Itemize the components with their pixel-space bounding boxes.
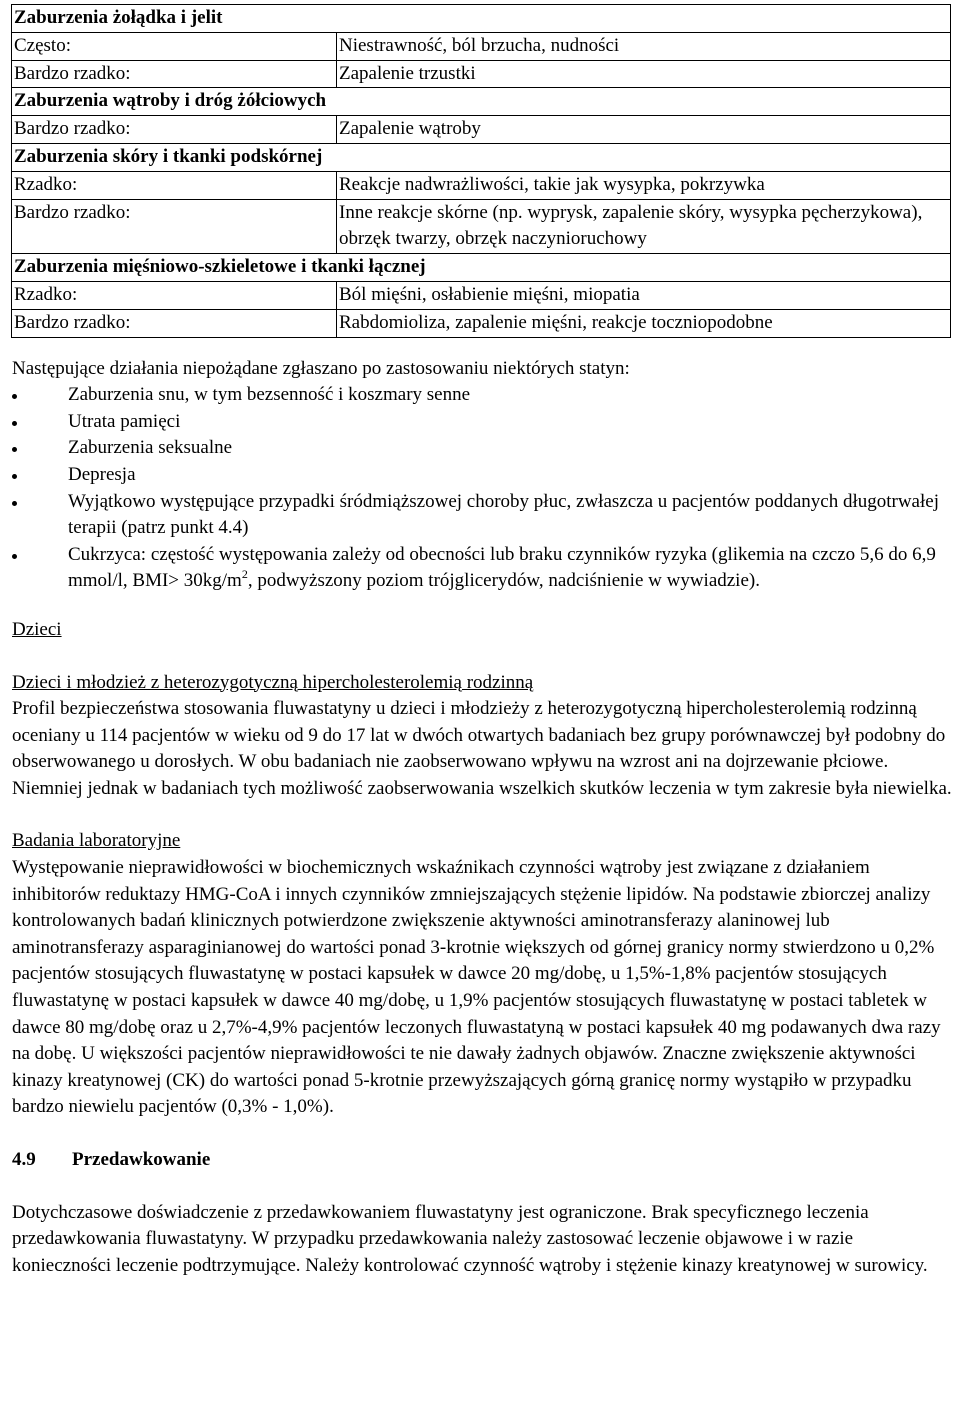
table-row [12, 171, 951, 199]
effect-cell: Rabdomioliza, zapalenie mięśni, reakcje toczniopodobne [337, 309, 951, 337]
category-heading: Zaburzenia żołądka i jelit [12, 5, 951, 33]
children-heading: Dzieci [12, 618, 62, 640]
category-row [12, 254, 951, 282]
effect-cell: Zapalenie wątroby [337, 116, 951, 144]
frequency-cell: Bardzo rzadko: [12, 199, 337, 254]
section-title: Przedawkowanie [72, 1149, 211, 1170]
category-heading: Zaburzenia wątroby i dróg żółciowych [12, 88, 951, 116]
diabetes-text: Cukrzyca: częstość występowania zależy od obecności lub braku czynników ryzyka (glikemia na czczo 5,6 do 6,9 mmol/l, BMI> 30kg/m [68, 543, 936, 592]
superscript: 2 [241, 567, 248, 582]
effect-cell: Inne reakcje skórne (np. wyprysk, zapalenie skóry, wysypka pęcherzykowa), obrzęk twarzy, obrzęk naczynioruchowy [337, 199, 951, 254]
list-item-diabetes [12, 542, 956, 595]
effect-cell: Reakcje nadwrażliwości, takie jak wysypka, pokrzywka [337, 171, 951, 199]
table-row [12, 199, 951, 254]
list-item: Utrata pamięci [12, 409, 956, 436]
adverse-effects-table [11, 4, 951, 338]
frequency-cell: Rzadko: [12, 171, 337, 199]
list-item: Depresja [12, 462, 956, 489]
effect-cell: Zapalenie trzustki [337, 60, 951, 88]
list-item: Zaburzenia seksualne [12, 435, 956, 462]
section-number: 4.9 [12, 1149, 36, 1170]
list-item: Wyjątkowo występujące przypadki śródmiąższowej choroby płuc, zwłaszcza u pacjentów poddanych długotrwałej terapii (patrz punkt 4.4) [12, 489, 956, 542]
lab-heading: Badania laboratoryjne [12, 830, 181, 852]
statins-list [12, 382, 956, 595]
table-row [12, 60, 951, 88]
frequency-cell: Często: [12, 32, 337, 60]
category-heading: Zaburzenia skóry i tkanki podskórnej [12, 143, 951, 171]
category-row [12, 5, 951, 33]
table-row [12, 116, 951, 144]
frequency-cell: Rzadko: [12, 281, 337, 309]
table-row [12, 32, 951, 60]
effect-cell: Niestrawność, ból brzucha, nudności [337, 32, 951, 60]
frequency-cell: Bardzo rzadko: [12, 309, 337, 337]
children-paragraph: Profil bezpieczeństwa stosowania fluwastatyny u dzieci i młodzieży z heterozygotyczną hipercholesterolemią rodzinną oceniany u 114 pacjentów w wieku od 9 do 17 lat w dwóch otwartych badaniach bez grupy porównawczej był podobny do obserwowanego u dorosłych. W obu badaniach nie zaobserwowano wpływu na wzrost ani na dojrzewanie płciowe. Niemniej jednak w badaniach tych możliwość zaobserwowania wszelkich skutków leczenia w tym zakresie była niewielka. [12, 698, 952, 799]
frequency-cell: Bardzo rzadko: [12, 116, 337, 144]
category-heading: Zaburzenia mięśniowo-szkieletowe i tkanki łącznej [12, 254, 951, 282]
diabetes-text-cont: , podwyższony poziom trójglicerydów, nadciśnienie w wywiadzie). [247, 570, 760, 592]
frequency-cell: Bardzo rzadko: [12, 60, 337, 88]
section-heading [12, 1147, 956, 1174]
lab-paragraph: Występowanie nieprawidłowości w biochemicznych wskaźnikach czynności wątroby jest związane z działaniem inhibitorów reduktazy HMG-CoA i innych czynników zmniejszających stężenie lipidów. Na podstawie zbiorczej analizy kontrolowanych badań klinicznych potwierdzone zwiększenie aktywności aminotransferazy alaninowej lub aminotransferazy asparaginianowej do wartości ponad 3-krotnie większych od górnej granicy normy stwierdzono u 0,2% pacjentów stosujących fluwastatynę w postaci kapsułek w dawce 20 mg/dobę, u 1,5%-1,8% pacjentów stosujących fluwastatynę w postaci kapsułek w dawce 40 mg/dobę, u 1,9% pacjentów stosujących fluwastatynę w postaci tabletek w dawce 80 mg/dobę oraz u 2,7%-4,9% pacjentów leczonych fluwastatyną w postaci kapsułek 40 mg podawanych dwa razy na dobę. U większości pacjentów nieprawidłowości te nie dawały żadnych objawów. Znaczne zwiększenie aktywności kinazy kreatynowej (CK) do wartości ponad 5-krotnie przewyższających górną granicę normy wystąpiło w przypadku bardzo niewielu pacjentów (0,3% - 1,0%). [12, 857, 941, 1118]
overdose-paragraph: Dotychczasowe doświadczenie z przedawkowaniem fluwastatyny jest ograniczone. Brak specyficznego leczenia przedawkowania fluwastatyny. W przypadku przedawkowania należy zastosować leczenie objawowe i w razie konieczności leczenie podtrzymujące. Należy kontrolować czynność wątroby i stężenie kinazy kreatynowej w surowicy. [12, 1201, 928, 1276]
children-subheading: Dzieci i młodzież z heterozygotyczną hipercholesterolemią rodzinną [12, 671, 534, 693]
category-row [12, 88, 951, 116]
statins-intro: Następujące działania niepożądane zgłaszano po zastosowaniu niektórych statyn: [12, 357, 630, 379]
list-item: Zaburzenia snu, w tym bezsenność i koszmary senne [12, 382, 956, 409]
document-page [12, 4, 956, 1279]
table-row [12, 281, 951, 309]
category-row [12, 143, 951, 171]
effect-cell: Ból mięśni, osłabienie mięśni, miopatia [337, 281, 951, 309]
table-row [12, 309, 951, 337]
